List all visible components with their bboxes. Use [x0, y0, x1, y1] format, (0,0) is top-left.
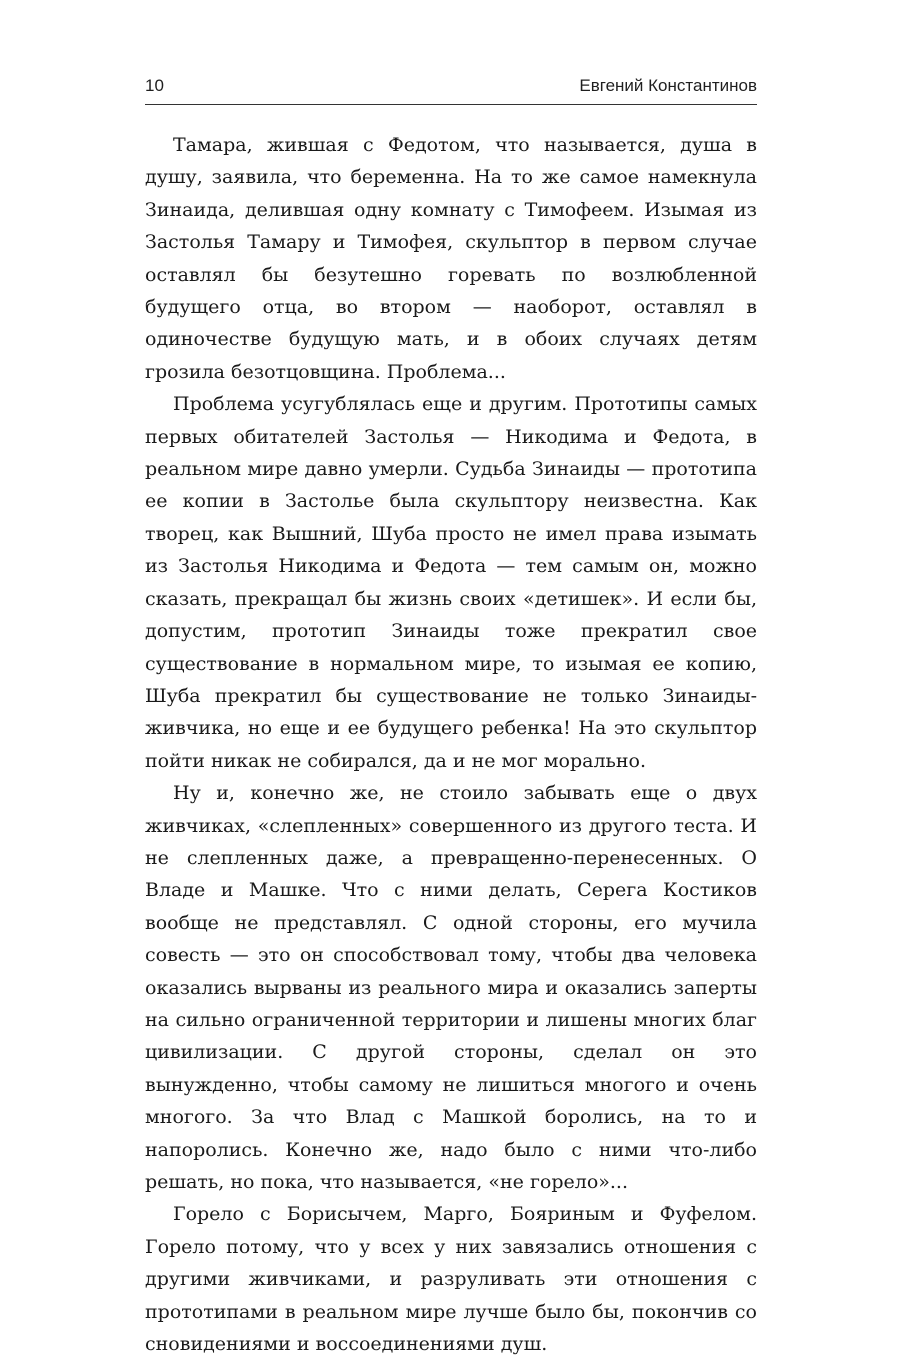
- paragraph: Горело с Борисычем, Марго, Бояриным и Фуфелом. Горело потому, что у всех у них завязались отношения с другими живчиками, и разруливать эти отношения с прототипами в реальном мире лучше было бы, покончив со сновидениями и воссоединениями душ.: [145, 1203, 757, 1356]
- paragraph: Тамара, жившая с Федотом, что называется, душа в душу, заявила, что беременна. На то же самое намекнула Зинаида, делившая одну комнату с Тимофеем. Изымая из Застолья Тамару и Тимофея, скульптор в первом случае оставлял бы безутешно горевать по возлюбленной будущего отца, во втором — наоборот, оставлял в одиночестве будущую мать, и в обоих случаях детям грозила безотцовщина. Проблема...: [145, 134, 757, 383]
- paragraph: Ну и, конечно же, не стоило забывать еще о двух живчиках, «слепленных» совершенного из другого теста. И не слепленных даже, а превращенно-перенесенных. О Владе и Машке. Что с ними делать, Серега Костиков вообще не представлял. С одной стороны, его мучила совесть — это он способствовал тому, чтобы два человека оказались вырваны из реального мира и оказались заперты на сильно ограниченной территории и лишены многих благ цивилизации. С другой стороны, сделал он это вынужденно, чтобы самому не лишиться многого и очень многого. За что Влад с Машкой боролись, на то и напоролись. Конечно же, надо было с ними что-либо решать, но пока, что называется, «не горело»...: [145, 782, 757, 1193]
- book-page: [145, 0, 757, 1356]
- page-number: 10: [145, 76, 164, 95]
- header-divider: [145, 104, 757, 105]
- author-name: Евгений Константинов: [579, 76, 757, 95]
- running-head: [145, 74, 757, 104]
- paragraph: Проблема усугублялась еще и другим. Прототипы самых первых обитателей Застолья — Никодима и Федота, в реальном мире давно умерли. Судьба Зинаиды — прототипа ее копии в Застолье была скульптору неизвестна. Как творец, как Вышний, Шуба просто не имел права изымать из Застолья Никодима и Федота — тем самым он, можно сказать, прекращал бы жизнь своих «детишек». И если бы, допустим, прототип Зинаиды тоже прекратил свое существование в нормальном мире, то изымая ее копию, Шуба прекратил бы существование не только Зинаиды-живчика, но еще и ее будущего ребенка! На это скульптор пойти никак не собирался, да и не мог морально.: [145, 393, 757, 772]
- body-text: [145, 129, 757, 1360]
